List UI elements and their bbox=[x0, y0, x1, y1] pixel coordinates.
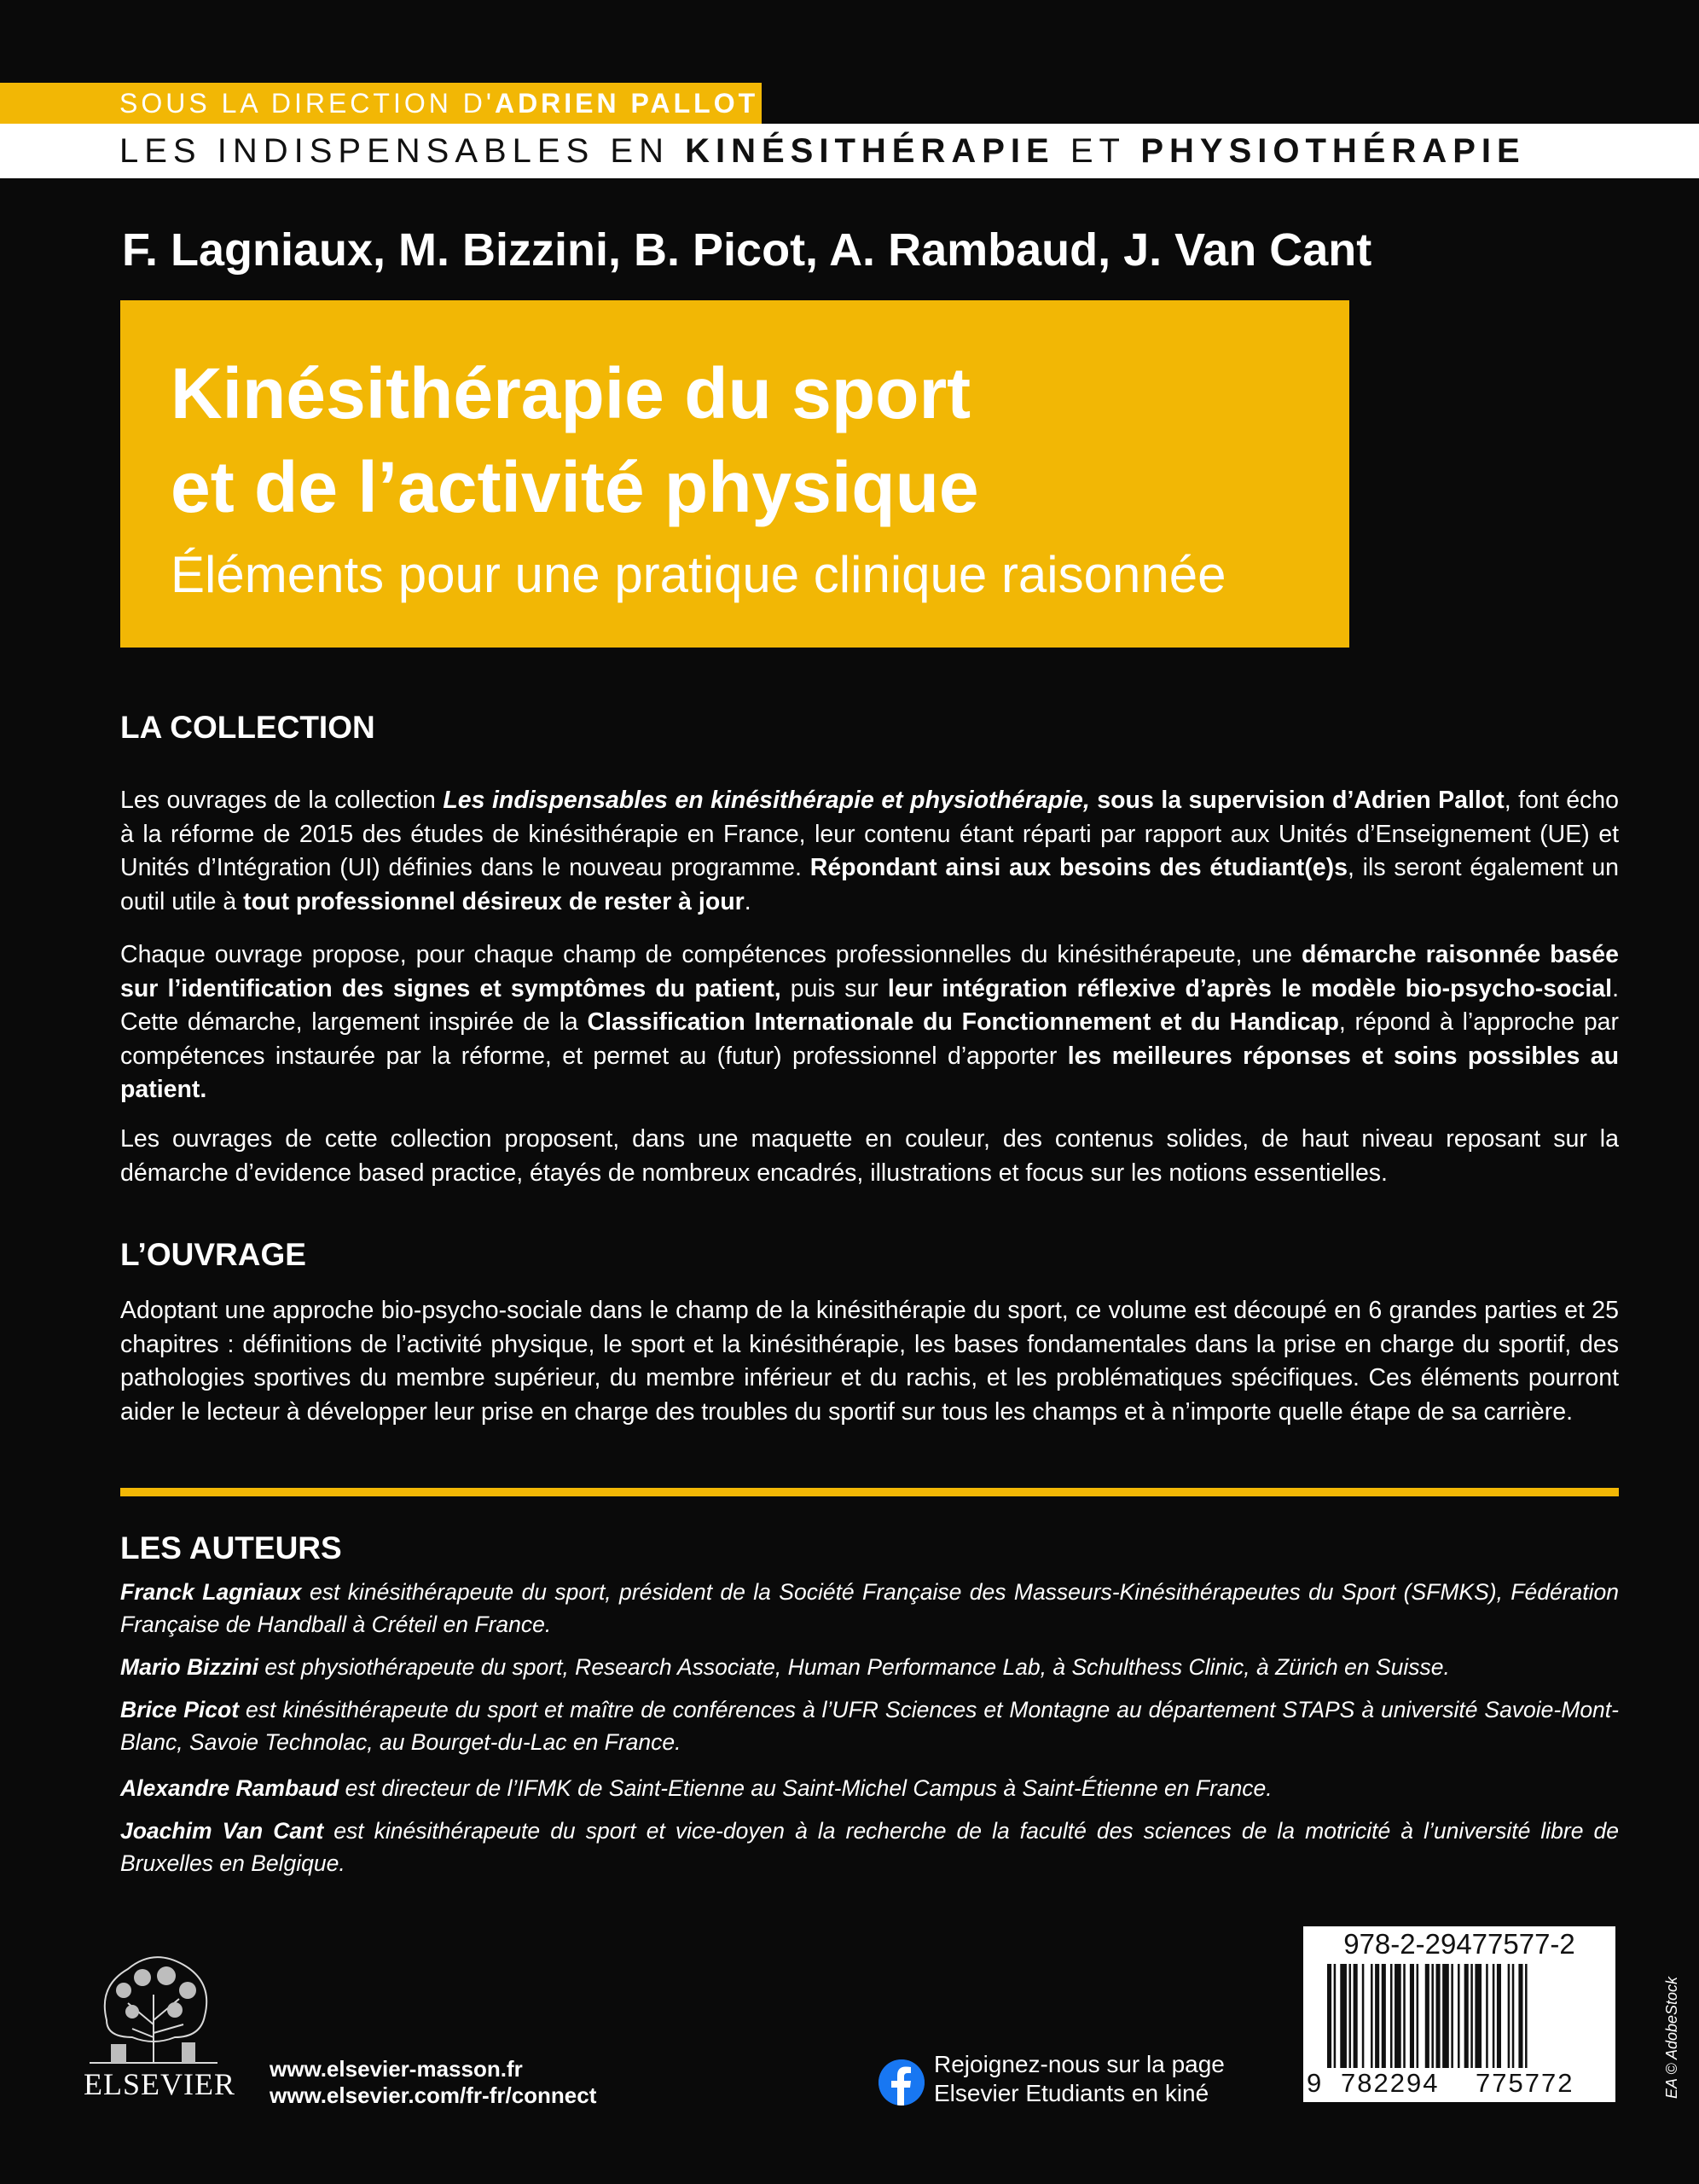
collection-name: LES INDISPENSABLES EN KINÉSITHÉRAPIE ET PHYSIOTHÉRAPIE bbox=[119, 132, 1526, 170]
barcode-digits: 782294 bbox=[1341, 2068, 1440, 2098]
ouvrage-paragraph: Adoptant une approche bio-psycho-sociale dans le champ de la kinésithérapie du sport, ce volume est découpé en 6 grandes parties et 25 chapitres : définitions de l’activité physique, le sport et la kinésithérapie, les bases fondamentales dans la prise en charge du sportif, des pathologies sportives du membre supérieur, du membre inférieur et du rachis, et les problématiques spécifiques. Ces éléments pourront aider le lecteur à développer leur prise en charge des troubles du sportif sur tous les champs et à n’importe quelle étape de sa carrière. bbox=[120, 1297, 1619, 1426]
barcode-bar bbox=[1525, 1964, 1528, 2068]
barcode-bar bbox=[1371, 1964, 1373, 2068]
section-heading-auteurs: LES AUTEURS bbox=[120, 1531, 342, 1565]
website-link[interactable]: www.elsevier-masson.fr bbox=[270, 2056, 523, 2082]
website-link[interactable]: www.elsevier.com/fr-fr/connect bbox=[270, 2082, 597, 2108]
barcode-bar bbox=[1349, 1964, 1352, 2068]
barcode-bar bbox=[1512, 1964, 1515, 2068]
barcode-bar bbox=[1403, 1964, 1406, 2068]
barcode-bar bbox=[1410, 1964, 1414, 2068]
barcode-bar bbox=[1382, 1964, 1386, 2068]
section-heading-collection: LA COLLECTION bbox=[120, 710, 375, 745]
barcode-bar bbox=[1497, 1964, 1501, 2068]
barcode-bar bbox=[1375, 1964, 1379, 2068]
barcode-bar bbox=[1390, 1964, 1393, 2068]
barcode-bar bbox=[1334, 1964, 1337, 2068]
author-bio: Brice Picot est kinésithérapeute du sport et maître de conférences à l’UFR Sciences et Montagne au département STAPS à université Savoie-Mont-Blanc, Savoie Technolac, au Bourget-du-Lac en France. bbox=[120, 1697, 1619, 1755]
barcode-bar bbox=[1436, 1964, 1441, 2068]
facebook-icon[interactable] bbox=[878, 2059, 925, 2106]
barcode-bar bbox=[1508, 1964, 1511, 2068]
author-bio: Joachim Van Cant est kinésithérapeute du sport et vice-doyen à la recherche de la faculté des sciences de la motricité à l’université libre de Bruxelles en Belgique. bbox=[120, 1818, 1619, 1876]
author-bio: Mario Bizzini est physiothérapeute du sport, Research Associate, Human Performance Lab, à Schulthess Clinic, à Zürich en Suisse. bbox=[120, 1654, 1450, 1680]
barcode bbox=[1327, 1964, 1609, 2068]
barcode-bar bbox=[1340, 1964, 1347, 2068]
barcode-bar bbox=[1431, 1964, 1434, 2068]
author-bio: Alexandre Rambaud est directeur de l’IFMK de Saint-Etienne au Saint-Michel Campus à Saint-Étienne en France. bbox=[120, 1775, 1273, 1801]
barcode-bar bbox=[1327, 1964, 1331, 2068]
barcode-bar bbox=[1518, 1964, 1522, 2068]
barcode-bar bbox=[1362, 1964, 1365, 2068]
series-director: SOUS LA DIRECTION D'ADRIEN PALLOT bbox=[119, 88, 759, 119]
section-heading-ouvrage: L’OUVRAGE bbox=[120, 1237, 306, 1272]
photo-credit: EA © AdobeStock bbox=[1663, 1976, 1680, 2099]
author-bio: Franck Lagniaux est kinésithérapeute du sport, président de la Société Française des Masseurs-Kinésithérapeutes du Sport (SFMKS), Fédération Française de Handball à Créteil en France. bbox=[120, 1579, 1619, 1637]
barcode-digits: 775772 bbox=[1476, 2068, 1574, 2098]
isbn-number: 978-2-29477577-2 bbox=[1343, 1928, 1575, 1960]
barcode-bar bbox=[1486, 1964, 1488, 2068]
barcode-bar bbox=[1470, 1964, 1473, 2068]
barcode-digit: 9 bbox=[1307, 2068, 1322, 2098]
facebook-text: Elsevier Etudiants en kiné bbox=[934, 2080, 1209, 2106]
barcode-bar bbox=[1417, 1964, 1419, 2068]
barcode-bar bbox=[1395, 1964, 1401, 2068]
barcode-bar bbox=[1354, 1964, 1358, 2068]
collection-paragraph-1: Les ouvrages de la collection Les indispensables en kinésithérapie et physiothérapie, sous la supervision d’Adrien Pallot, font écho à la réforme de 2015 des études de kinésithérapie en France, leur contenu étant réparti par rapport aux Unités d’Enseignement (UE) et Unités d’Intégration (UI) définies dans le nouveau programme. Répondant ainsi aux besoins des étudiant(e)s, ils seront également un outil utile à tout professionnel désireux de rester à jour. bbox=[120, 787, 1619, 915]
facebook-text: Rejoignez-nous sur la page bbox=[934, 2051, 1225, 2077]
authors-line: F. Lagniaux, M. Bizzini, B. Picot, A. Rambaud, J. Van Cant bbox=[122, 224, 1372, 276]
barcode-bar bbox=[1475, 1964, 1482, 2068]
collection-paragraph-3: Les ouvrages de cette collection proposent, dans une maquette en couleur, des contenus solides, de haut niveau reposant sur la démarche d’evidence based practice, étayés de nombreux encadrés, illustrations et focus sur les notions essentielles. bbox=[120, 1125, 1619, 1187]
book-subtitle: Éléments pour une pratique clinique raisonnée bbox=[171, 546, 1226, 603]
barcode-bar bbox=[1451, 1964, 1453, 2068]
barcode-bar bbox=[1464, 1964, 1469, 2068]
book-title: Kinésithérapie du sport et de l’activité physique bbox=[171, 353, 979, 527]
divider-rule bbox=[120, 1488, 1619, 1496]
barcode-bar bbox=[1493, 1964, 1495, 2068]
barcode-bar bbox=[1442, 1964, 1449, 2068]
barcode-bar bbox=[1458, 1964, 1460, 2068]
publisher-name: ELSEVIER bbox=[84, 2067, 235, 2101]
collection-paragraph-2: Chaque ouvrage propose, pour chaque champ de compétences professionnelles du kinésithérapeute, une démarche raisonnée basée sur l’identification des signes et symptômes du patient, puis sur leur intégration réflexive d’après le modèle bio-psycho-social. Cette démarche, largement inspirée de la Classification Internationale du Fonctionnement et du Handicap, répond à l’approche par compétences instaurée par la réforme, et permet au (futur) professionnel d’apporter les meilleures réponses et soins possibles au patient. bbox=[120, 941, 1620, 1103]
barcode-bar bbox=[1425, 1964, 1429, 2068]
